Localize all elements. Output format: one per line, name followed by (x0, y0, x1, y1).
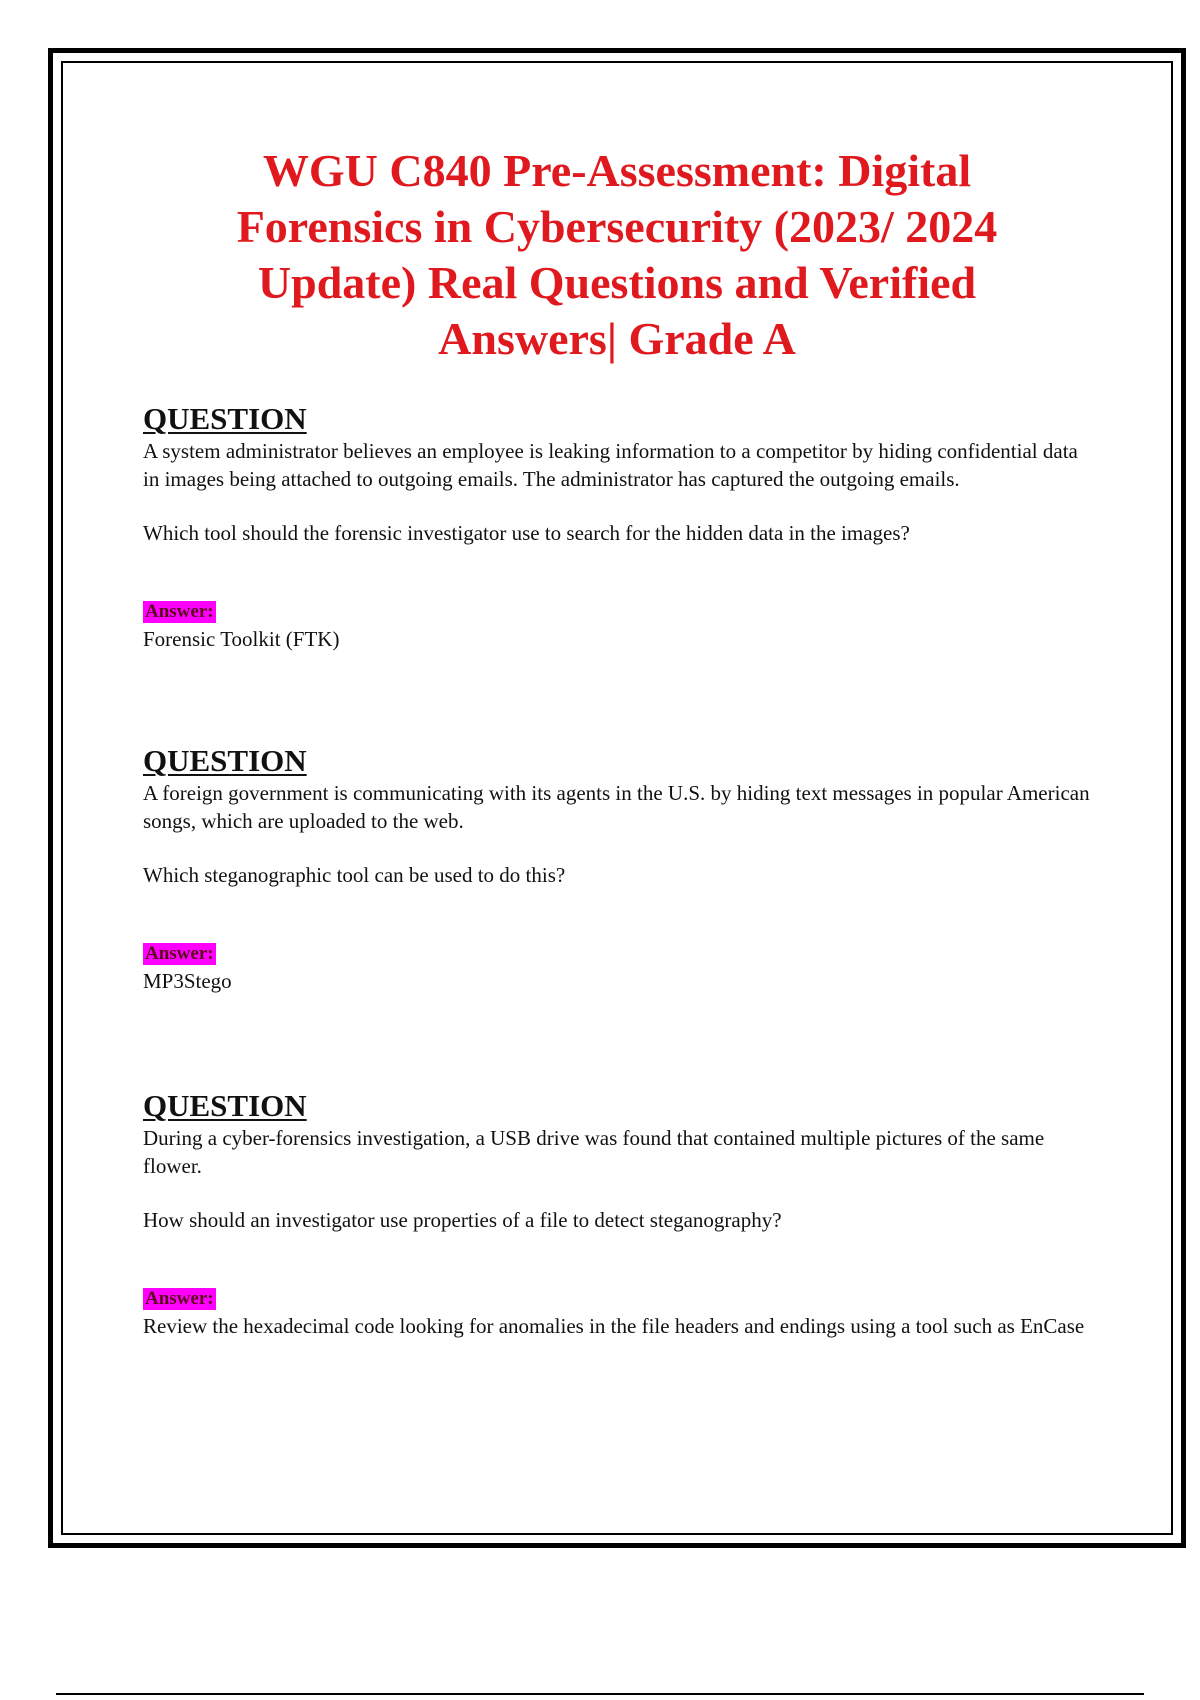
question-text: A foreign government is communicating with its agents in the U.S. by hiding text messages in popular American songs, which are uploaded to the web. (143, 781, 1095, 833)
question-block-3 (143, 1090, 1091, 1340)
question-block-2 (143, 743, 1095, 995)
answer-text: Review the hexadecimal code looking for anomalies in the file headers and endings using a tool such as EnCase (143, 1314, 1085, 1338)
question-prompt: How should an investigator use properties of a file to detect steganography? (143, 1208, 782, 1232)
question-text: A system administrator believes an employee is leaking information to a competitor by hiding confidential data in images being attached to outgoing emails. The administrator has captured the outgoing emails. (143, 439, 1084, 491)
answer-text: Forensic Toolkit (FTK) (143, 627, 340, 651)
answer-text: MP3Stego (143, 969, 232, 993)
question-heading: QUESTION (143, 1088, 307, 1123)
question-prompt: Which steganographic tool can be used to do this? (143, 863, 566, 887)
answer-label: Answer: (145, 1288, 214, 1309)
page-border (48, 48, 1186, 1548)
answer-label: Answer: (145, 943, 214, 964)
question-prompt: Which tool should the forensic investigator use to search for the hidden data in the images? (143, 521, 910, 545)
document-title: WGU C840 Pre-Assessment: Digital Forensics in Cybersecurity (2023/ 2024 Update) Real Questions and Verified Answers| Grade A (236, 145, 998, 364)
question-block-1 (143, 403, 1091, 653)
answer-label: Answer: (145, 601, 214, 622)
question-text: During a cyber-forensics investigation, a USB drive was found that contained multiple pictures of the same flower. (143, 1126, 1050, 1178)
footer-divider (56, 1693, 1144, 1695)
question-heading: QUESTION (143, 743, 307, 778)
question-heading: QUESTION (143, 401, 307, 436)
